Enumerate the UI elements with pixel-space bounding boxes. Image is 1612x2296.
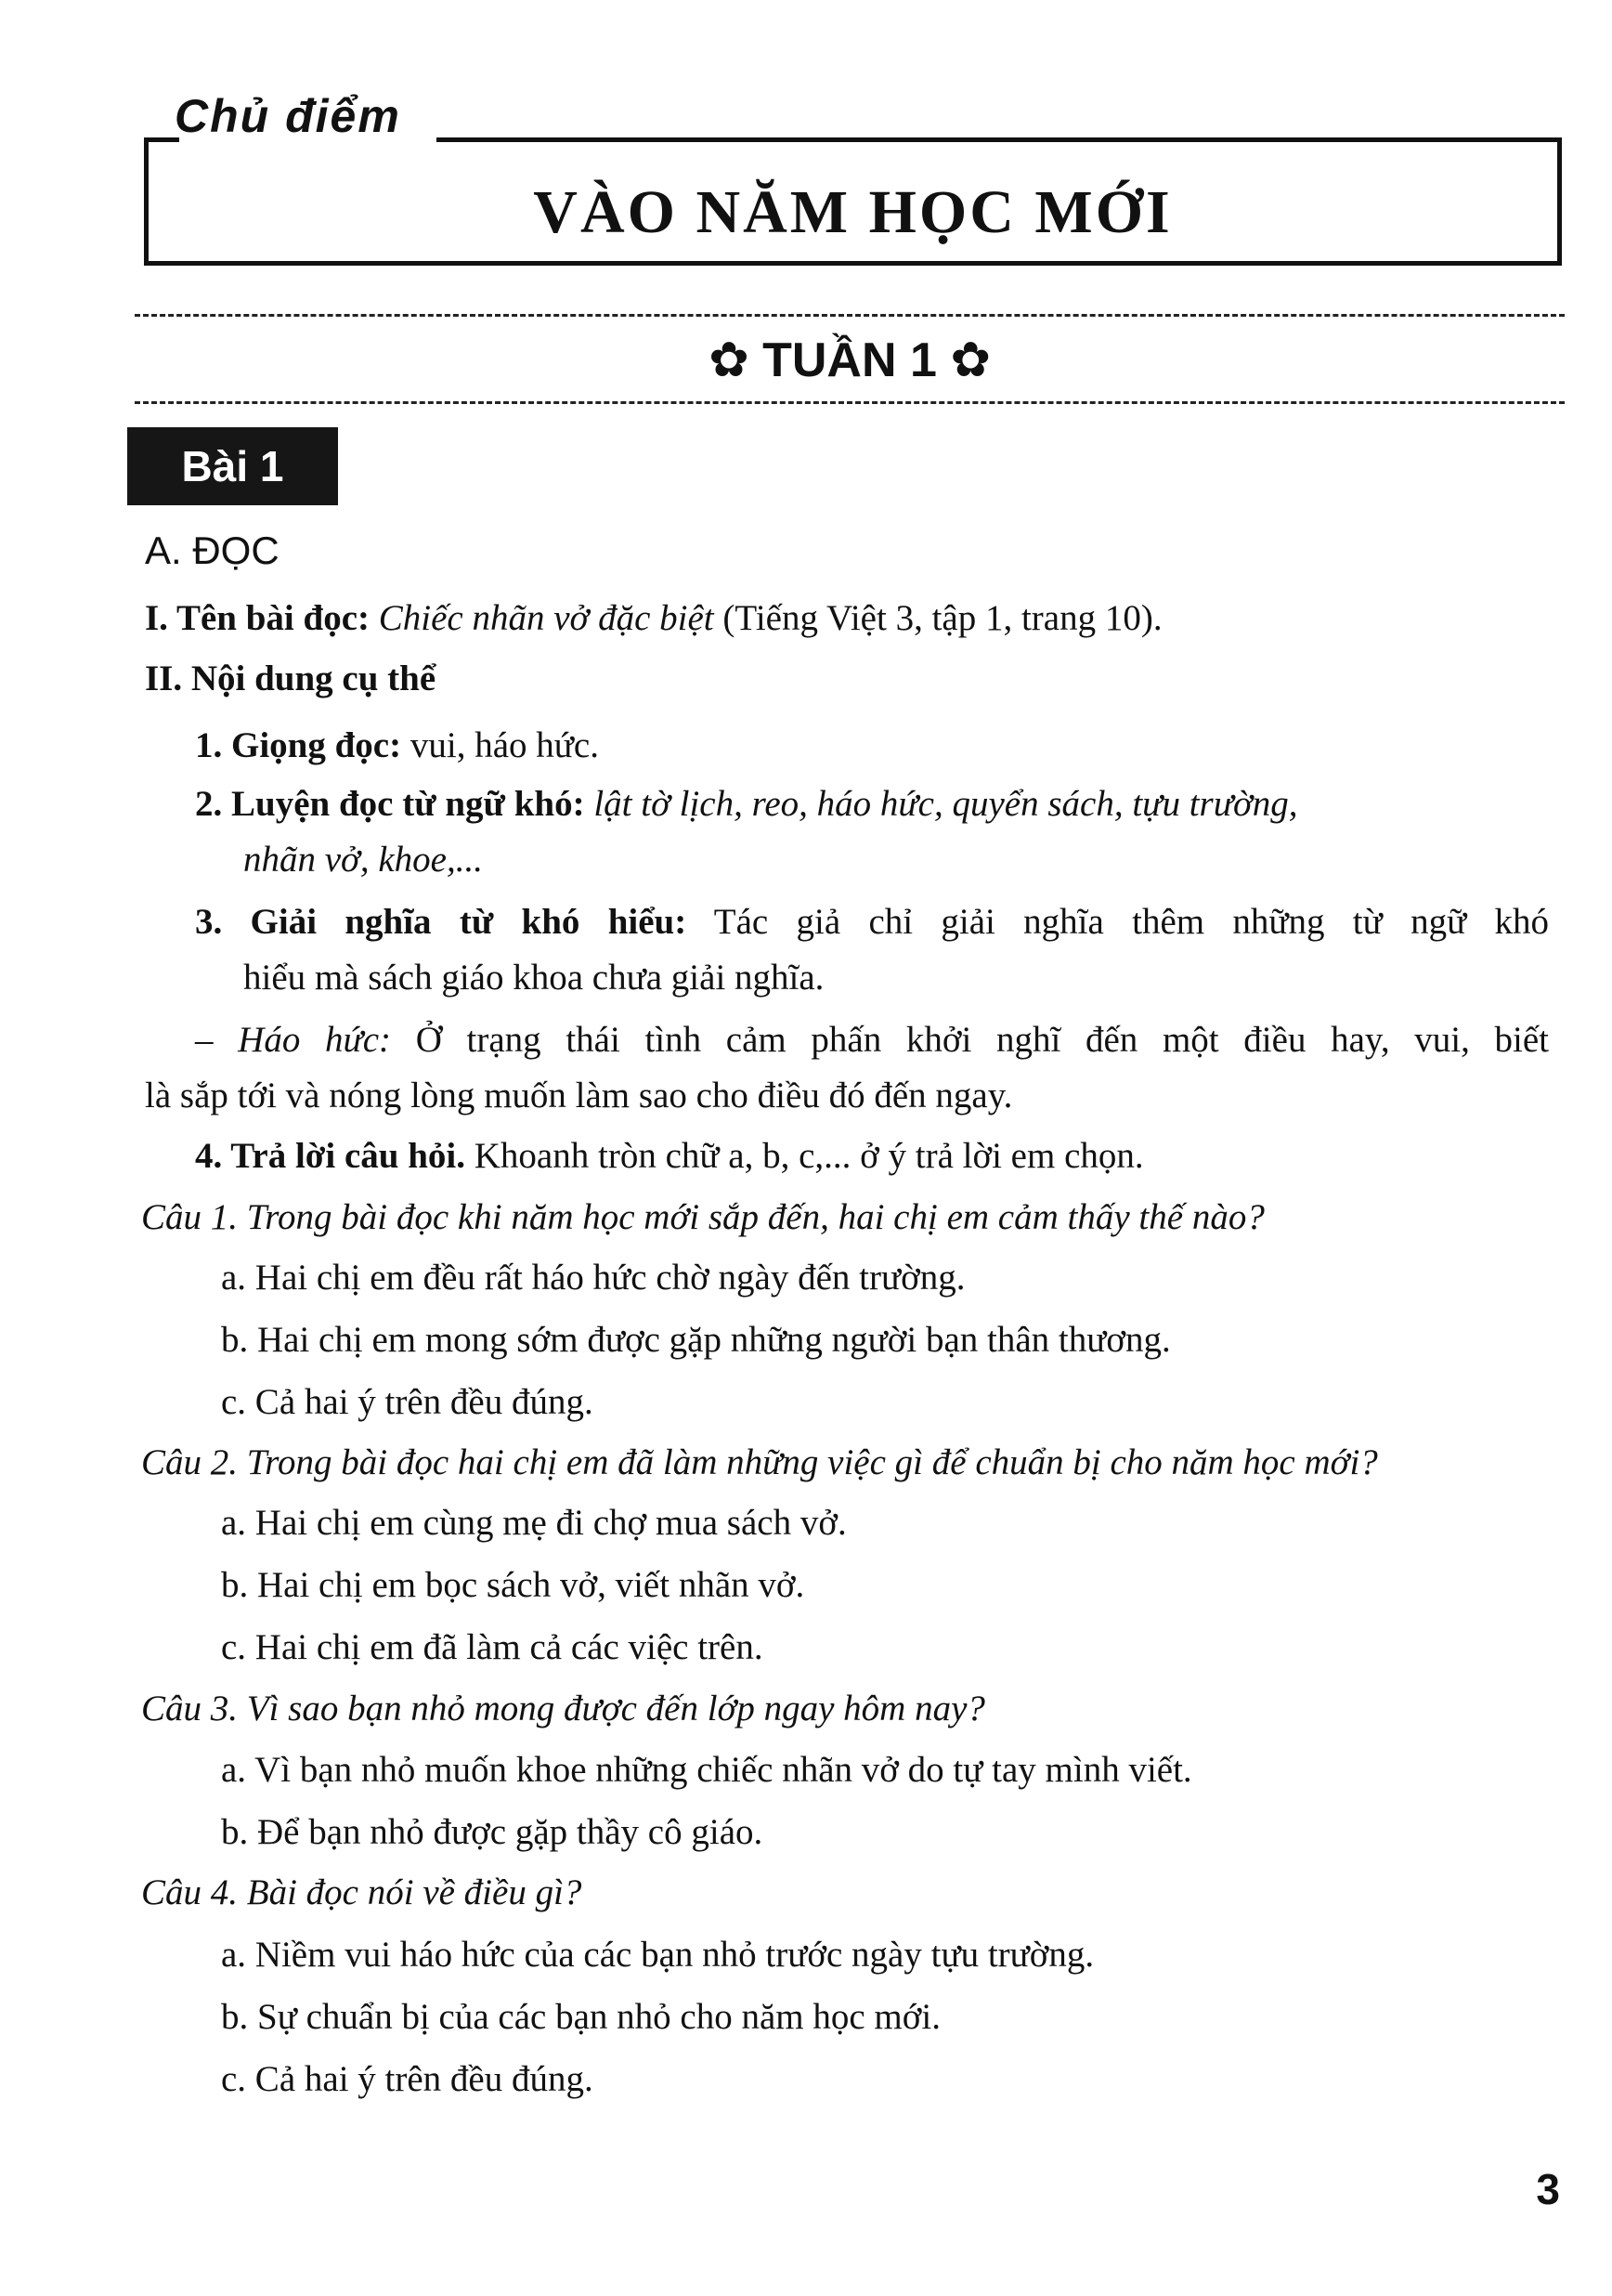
lesson-badge: Bài 1 xyxy=(127,427,338,505)
question-1-option-c: c. Cả hai ý trên đều đúng. xyxy=(221,1382,593,1422)
question-2-option-b: b. Hai chị em bọc sách vở, viết nhãn vở. xyxy=(221,1565,805,1605)
explain-label: 3. Giải nghĩa từ khó hiểu: xyxy=(195,902,687,942)
question-4-option-a: a. Niềm vui háo hức của các bạn nhỏ trước ngày tựu trường. xyxy=(221,1935,1095,1975)
explain-text-2: hiểu mà sách giáo khoa chưa giải nghĩa. xyxy=(243,958,825,998)
practice-words-1: lật tờ lịch, reo, háo hức, quyển sách, tựu trường, xyxy=(584,784,1298,824)
explain-line-1 xyxy=(195,901,1549,945)
question-4-option-b: b. Sự chuẩn bị của các bạn nhỏ cho năm học mới. xyxy=(221,1997,941,2037)
definition-text-2: là sắp tới và nóng lòng muốn làm sao cho điều đó đến ngay. xyxy=(145,1076,1013,1115)
practice-words-2: nhãn vở, khoe,... xyxy=(243,840,483,880)
content-heading: II. Nội dung cụ thể xyxy=(145,659,436,698)
section-heading: A. ĐỌC xyxy=(145,528,280,572)
definition-term: – Háo hức: xyxy=(195,1020,392,1060)
definition-line-1 xyxy=(195,1019,1549,1063)
question-1: Câu 1. Trong bài đọc khi năm học mới sắp đến, hai chị em cảm thấy thế nào? xyxy=(141,1197,1265,1237)
question-2-option-c: c. Hai chị em đã làm cả các việc trên. xyxy=(221,1627,763,1667)
question-1-option-b: b. Hai chị em mong sớm được gặp những người bạn thân thương. xyxy=(221,1320,1171,1360)
reading-title-source: (Tiếng Việt 3, tập 1, trang 10). xyxy=(713,598,1163,638)
week-title: ✿ TUẦN 1 ✿ xyxy=(708,333,991,387)
voice-label: 1. Giọng đọc: xyxy=(195,725,402,765)
dashed-divider-top xyxy=(135,314,1565,317)
definition-text-1: Ở trạng thái tình cảm phấn khởi nghĩ đến một điều hay, vui, biết xyxy=(391,1020,1550,1060)
theme-label: Chủ điểm xyxy=(175,90,401,142)
explain-text-1: Tác giả chỉ giải nghĩa thêm những từ ngữ khó xyxy=(686,902,1549,942)
reading-title-line xyxy=(145,597,1163,641)
voice-text: vui, háo hức. xyxy=(401,725,599,765)
question-3-option-a: a. Vì bạn nhỏ muốn khoe những chiếc nhãn vở do tự tay mình viết. xyxy=(221,1750,1192,1790)
theme-title: VÀO NĂM HỌC MỚI xyxy=(533,178,1173,246)
question-2: Câu 2. Trong bài đọc hai chị em đã làm những việc gì để chuẩn bị cho năm học mới? xyxy=(141,1442,1378,1482)
question-2-option-a: a. Hai chị em cùng mẹ đi chợ mua sách vở. xyxy=(221,1503,847,1543)
question-3-option-b: b. Để bạn nhỏ được gặp thầy cô giáo. xyxy=(221,1812,763,1852)
reading-title-label: I. Tên bài đọc: xyxy=(145,598,370,638)
voice-line xyxy=(195,724,599,768)
practice-line-1 xyxy=(195,783,1298,827)
dashed-divider-bottom xyxy=(135,401,1565,404)
reading-title-text: Chiếc nhãn vở đặc biệt xyxy=(378,598,714,638)
question-3: Câu 3. Vì sao bạn nhỏ mong được đến lớp ngay hôm nay? xyxy=(141,1689,985,1729)
question-4-option-c: c. Cả hai ý trên đều đúng. xyxy=(221,2059,593,2099)
page-number: 3 xyxy=(1536,2165,1560,2213)
question-4: Câu 4. Bài đọc nói về điều gì? xyxy=(141,1872,582,1912)
practice-label: 2. Luyện đọc từ ngữ khó: xyxy=(195,784,585,824)
answer-text: Khoanh tròn chữ a, b, c,... ở ý trả lời em chọn. xyxy=(465,1136,1144,1176)
answer-label: 4. Trả lời câu hỏi. xyxy=(195,1136,466,1176)
answer-instruction-line xyxy=(195,1135,1144,1179)
question-1-option-a: a. Hai chị em đều rất háo hức chờ ngày đến trường. xyxy=(221,1258,966,1298)
